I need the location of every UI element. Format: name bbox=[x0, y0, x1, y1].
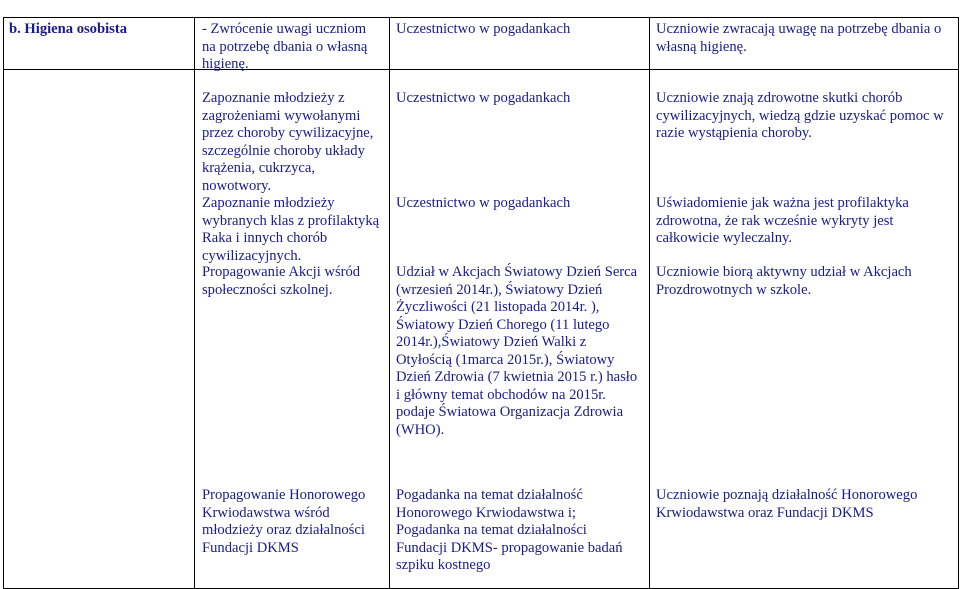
effect-text: Uczniowie biorą aktywny udział w Akcjach Prozdrowotnych w szkole. bbox=[656, 264, 912, 298]
form-text: Uczestnictwo w pogadankach bbox=[396, 21, 571, 37]
program-table bbox=[3, 17, 959, 589]
task-text: Zapoznanie młodzieży z zagrożeniami wywołanymi przez choroby cywilizacyjne, szczególnie choroby układy krążenia, cukrzyca, nowotwory. bbox=[202, 90, 374, 194]
form-text: Uczestnictwo w pogadankach bbox=[396, 195, 571, 211]
effect-text: Uczniowie zwracają uwagę na potrzebę dbania o własną higienę. bbox=[656, 21, 942, 55]
form-text: Pogadanka na temat działalność Honorowego Krwiodawstwa i; Pogadanka na temat działalności Fundacji DKMS- propagowanie badań szpiku kostnego bbox=[396, 487, 623, 573]
task-text: Propagowanie Honorowego Krwiodawstwa wśród młodzieży oraz działalności Fundacji DKMS bbox=[202, 487, 366, 556]
form-text: Uczestnictwo w pogadankach bbox=[396, 90, 571, 106]
table-top-border bbox=[4, 17, 958, 18]
effect-text: Uczniowie poznają działalność Honorowego Krwiodawstwa oraz Fundacji DKMS bbox=[656, 487, 918, 521]
section-title: b. Higiena osobista bbox=[9, 21, 127, 37]
column-divider bbox=[389, 17, 390, 588]
task-text: - Zwrócenie uwagi uczniom na potrzebę dbania o własną higienę. bbox=[202, 21, 368, 72]
column-divider bbox=[194, 17, 195, 588]
effect-text: Uświadomienie jak ważna jest profilaktyka zdrowotna, że rak wcześnie wykryty jest całkowicie wyleczalny. bbox=[656, 195, 909, 246]
row-divider bbox=[4, 69, 958, 70]
column-divider bbox=[649, 17, 650, 588]
form-text: Udział w Akcjach Światowy Dzień Serca (wrzesień 2014r.), Światowy Dzień Życzliwości (21 listopada 2014r. ), Światowy Dzień Chorego (11 lutego 2014r.),Światowy Dzień Walki z Otyłością (1marca 2015r.), Światowy Dzień Zdrowia (7 kwietnia 2015 r.) hasło i główny temat obchodów na 2015r. podaje Światowa Organizacja Zdrowia (WHO). bbox=[396, 264, 638, 438]
task-text: Zapoznanie młodzieży wybranych klas z profilaktyką Raka i innych chorób cywilizacyjnych. bbox=[202, 195, 380, 264]
task-text: Propagowanie Akcji wśród społeczności szkolnej. bbox=[202, 264, 361, 298]
effect-text: Uczniowie znają zdrowotne skutki chorób cywilizacyjnych, wiedzą gdzie uzyskać pomoc w razie wystąpienia choroby. bbox=[656, 90, 944, 141]
